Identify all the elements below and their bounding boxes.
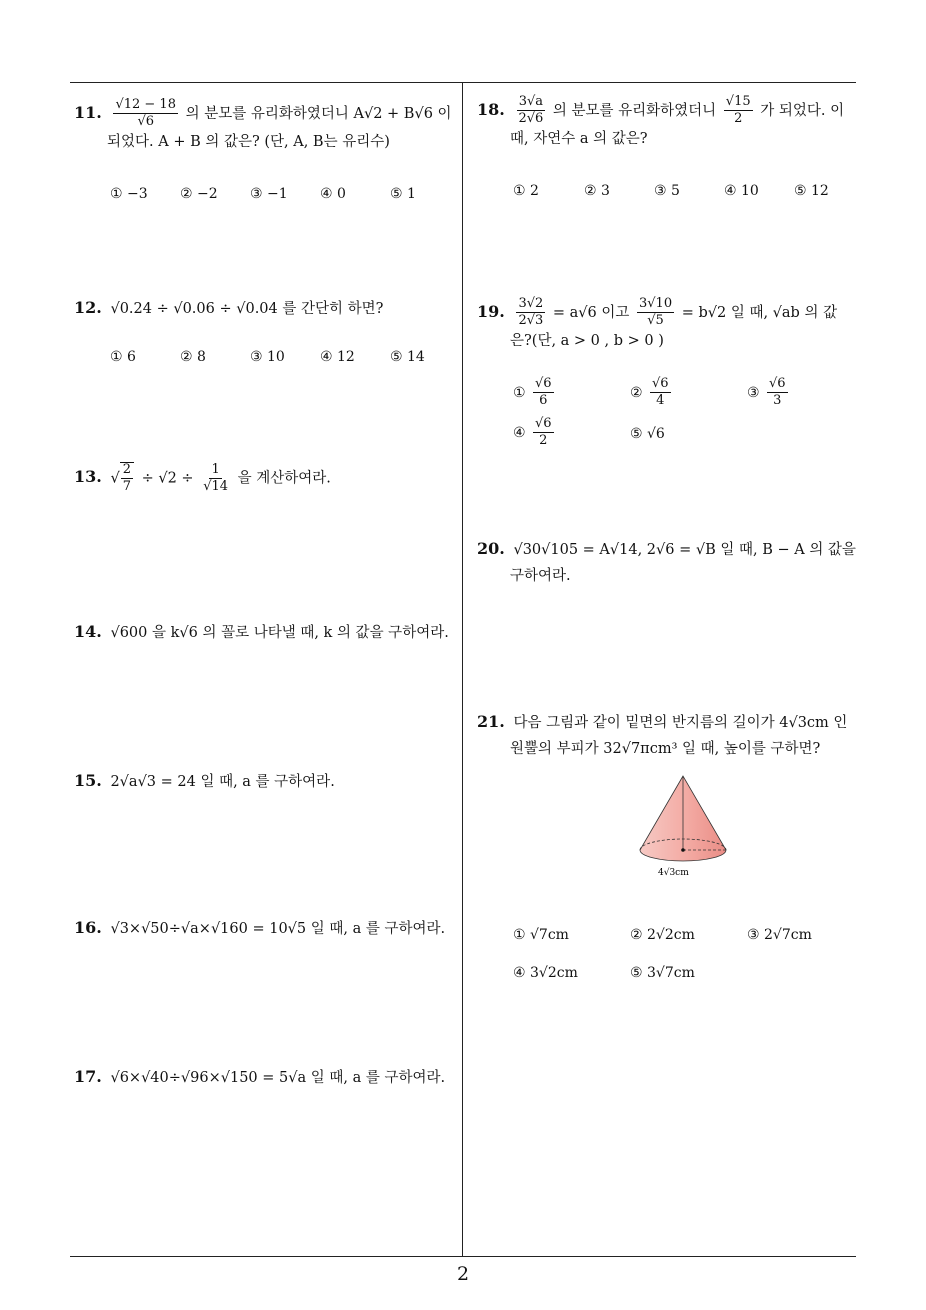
fraction-denominator: 2√3 xyxy=(518,313,544,329)
choice-4[interactable]: ④ 3√2cm xyxy=(513,965,578,981)
choice-2[interactable]: ② −2 xyxy=(180,186,218,202)
choice-4[interactable]: ④ 12 xyxy=(320,349,355,365)
operator-text: ÷ √2 ÷ xyxy=(141,470,194,487)
fraction xyxy=(516,297,545,329)
choice-2[interactable] xyxy=(630,377,674,409)
question-text: √0.24 ÷ √0.06 ÷ √0.04 를 간단히 하면? xyxy=(110,301,384,317)
choice-5[interactable]: ⑤ 1 xyxy=(390,186,416,202)
choice-5[interactable]: ⑤ 12 xyxy=(794,183,829,199)
question-20 xyxy=(477,537,862,588)
question-text-line2: 때, 자연수 a 의 값은? xyxy=(510,130,648,147)
question-number: 14. xyxy=(74,622,102,641)
choice-3[interactable]: ③ 2√7cm xyxy=(747,927,812,943)
fraction-denominator: 2 xyxy=(734,111,743,127)
fraction-numerator: 2 xyxy=(121,463,133,479)
fraction-denominator: 2 xyxy=(539,433,548,449)
question-text: 가 되었다. 이 xyxy=(760,102,845,119)
question-13 xyxy=(74,462,458,495)
choice-4[interactable]: ④ 10 xyxy=(724,183,759,199)
fraction-denominator: √5 xyxy=(647,313,664,329)
choice-mark: ① xyxy=(513,384,526,401)
cone-radius-label: 4√3cm xyxy=(658,868,689,878)
choice-1[interactable]: ① 2 xyxy=(513,183,539,199)
choice-5[interactable]: ⑤ 3√7cm xyxy=(630,965,695,981)
choice-2[interactable]: ② 8 xyxy=(180,349,206,365)
question-text: 을 계산하여라. xyxy=(237,470,331,487)
fraction-denominator: 4 xyxy=(656,393,665,409)
question-text: 다음 그림과 같이 밑면의 반지름의 길이가 4√3cm 인 xyxy=(513,715,848,731)
question-15 xyxy=(74,769,458,794)
page-number: 2 xyxy=(456,1263,470,1285)
question-number: 13. xyxy=(74,467,102,487)
fraction xyxy=(201,463,230,495)
fraction-numerator: 3√10 xyxy=(637,297,674,313)
choice-mark: ④ xyxy=(513,424,526,441)
fraction xyxy=(533,377,554,409)
question-18 xyxy=(477,95,862,151)
fraction xyxy=(650,377,671,409)
fraction xyxy=(637,297,674,329)
choice-2[interactable]: ② 3 xyxy=(584,183,610,199)
sqrt-fraction xyxy=(120,462,134,495)
question-text: √6×√40÷√96×√150 = 5√a 일 때, a 를 구하여라. xyxy=(110,1070,446,1086)
fraction-numerator: √15 xyxy=(724,95,753,111)
fraction xyxy=(113,98,178,130)
question-number: 16. xyxy=(74,918,102,937)
question-number: 18. xyxy=(477,99,505,119)
question-number: 19. xyxy=(477,301,505,321)
fraction xyxy=(724,95,753,127)
choice-1[interactable]: ① 6 xyxy=(110,349,136,365)
fraction-denominator: √6 xyxy=(137,114,154,130)
choice-1[interactable]: ① √7cm xyxy=(513,927,569,943)
fraction-numerator: √6 xyxy=(533,417,554,433)
fraction-numerator: √12 − 18 xyxy=(113,98,178,114)
choice-4[interactable]: ④ 0 xyxy=(320,186,346,202)
question-14 xyxy=(74,620,458,645)
fraction-numerator: 1 xyxy=(209,463,221,479)
question-16 xyxy=(74,916,458,941)
fraction-denominator: 2√6 xyxy=(518,111,544,127)
choice-3[interactable]: ③ −1 xyxy=(250,186,288,202)
choice-5[interactable]: ⑤ 14 xyxy=(390,349,425,365)
fraction-numerator: √6 xyxy=(650,377,671,393)
question-17 xyxy=(74,1065,458,1090)
fraction-denominator: 7 xyxy=(122,479,131,495)
question-11 xyxy=(74,98,458,154)
top-rule xyxy=(70,82,856,83)
choice-mark: ③ xyxy=(747,384,760,401)
question-number: 11. xyxy=(74,102,102,122)
fraction-denominator: √14 xyxy=(203,478,229,494)
fraction xyxy=(767,377,788,409)
question-text: 2√a√3 = 24 일 때, a 를 구하여라. xyxy=(110,774,335,790)
cone-figure xyxy=(630,772,740,882)
fraction xyxy=(516,95,545,127)
fraction xyxy=(533,417,554,449)
question-text: 의 분모를 유리화하였더니 xyxy=(552,102,717,119)
choice-3[interactable]: ③ 10 xyxy=(250,349,285,365)
question-text-line2: 원뿔의 부피가 32√7πcm³ 일 때, 높이를 구하면? xyxy=(510,741,821,757)
choice-mark: ② xyxy=(630,384,643,401)
column-divider xyxy=(462,83,463,1256)
choice-2[interactable]: ② 2√2cm xyxy=(630,927,695,943)
question-text: 의 분모를 유리화하였더니 A√2 + B√6 이 xyxy=(185,105,452,122)
choice-value: √6 xyxy=(647,426,665,442)
question-number: 15. xyxy=(74,771,102,790)
question-number: 17. xyxy=(74,1067,102,1086)
choice-mark: ⑤ xyxy=(630,426,643,442)
question-12 xyxy=(74,296,458,321)
sqrt-sign: √ xyxy=(110,470,120,487)
question-number: 21. xyxy=(477,712,505,731)
choice-1[interactable] xyxy=(513,377,557,409)
choice-3[interactable] xyxy=(747,377,791,409)
choice-3[interactable]: ③ 5 xyxy=(654,183,680,199)
fraction-numerator: √6 xyxy=(533,377,554,393)
fraction-denominator: 3 xyxy=(773,393,782,409)
fraction-denominator: 6 xyxy=(539,393,548,409)
cone-center-dot xyxy=(681,848,685,852)
fraction-numerator: √6 xyxy=(767,377,788,393)
question-text: √600 을 k√6 의 꼴로 나타낼 때, k 의 값을 구하여라. xyxy=(110,625,449,641)
question-number: 20. xyxy=(477,539,505,558)
question-text: = a√6 이고 xyxy=(552,304,630,321)
choice-1[interactable]: ① −3 xyxy=(110,186,148,202)
question-21 xyxy=(477,710,862,761)
question-text-line2: 은?(단, a > 0 , b > 0 ) xyxy=(510,332,664,349)
question-19 xyxy=(477,297,862,353)
bottom-rule xyxy=(70,1256,856,1257)
fraction-numerator: 3√a xyxy=(517,95,545,111)
question-text: √30√105 = A√14, 2√6 = √B 일 때, B − A 의 값을 xyxy=(513,542,856,558)
choice-4[interactable] xyxy=(513,417,557,449)
question-number: 12. xyxy=(74,298,102,317)
choice-5[interactable] xyxy=(630,426,665,442)
question-text: √3×√50÷√a×√160 = 10√5 일 때, a 를 구하여라. xyxy=(110,921,446,937)
question-text: = b√2 일 때, √ab 의 값 xyxy=(681,304,838,321)
question-text-line2: 되었다. A + B 의 값은? (단, A, B는 유리수) xyxy=(107,133,390,150)
fraction-numerator: 3√2 xyxy=(516,297,545,313)
question-text-line2: 구하여라. xyxy=(510,568,571,584)
